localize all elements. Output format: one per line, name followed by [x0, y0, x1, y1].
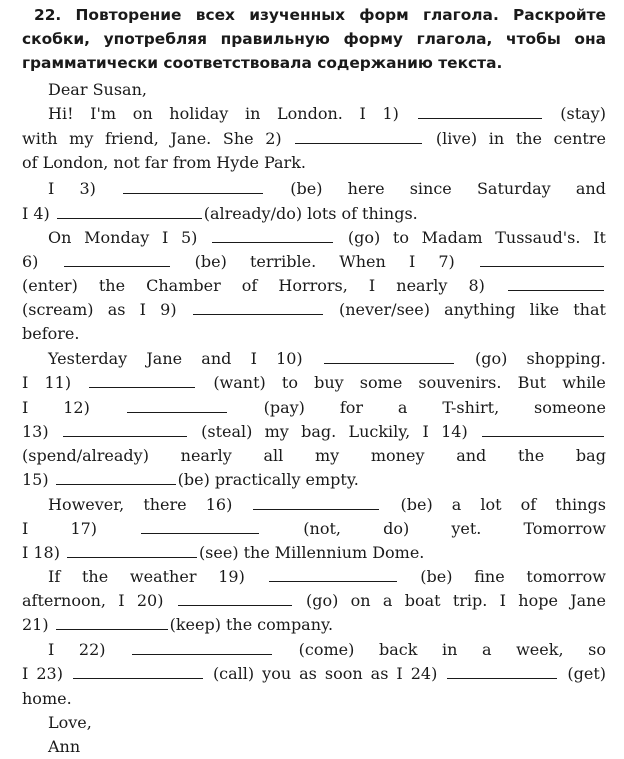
letter-line: [22, 468, 606, 492]
word: the: [515, 129, 543, 148]
answer-blank[interactable]: [482, 435, 604, 437]
word: empty.: [305, 470, 359, 489]
letter-line: [22, 420, 606, 444]
word: 2): [265, 129, 282, 148]
answer-blank[interactable]: [67, 556, 197, 558]
word: 20): [136, 591, 164, 610]
answer-blank[interactable]: [447, 677, 557, 679]
word: (want): [213, 373, 266, 392]
word: Jane.: [170, 129, 212, 148]
word: so: [588, 640, 606, 659]
word: (keep): [169, 615, 221, 634]
word: my: [264, 422, 289, 441]
word: lot: [480, 495, 502, 514]
word: and: [201, 349, 232, 368]
word: (not,: [303, 519, 341, 538]
word: the: [243, 543, 270, 562]
letter-line: [22, 687, 606, 711]
word: Chamber: [146, 276, 221, 295]
word: I: [22, 519, 29, 538]
word: all: [263, 446, 284, 465]
letter-line: [22, 371, 606, 395]
word: anything: [444, 300, 516, 319]
word: Yesterday: [48, 349, 128, 368]
word: Hi!: [48, 104, 74, 123]
word: I: [22, 543, 29, 562]
word: (live): [435, 129, 478, 148]
word: that: [573, 300, 606, 319]
word: I: [22, 398, 29, 417]
word: Tomorrow: [523, 519, 606, 538]
word: money: [370, 446, 425, 465]
answer-blank[interactable]: [324, 362, 454, 364]
word: 23): [36, 664, 63, 683]
word: company.: [257, 615, 334, 634]
answer-blank[interactable]: [212, 241, 333, 243]
letter-line: [22, 638, 606, 662]
word: terrible.: [249, 252, 317, 271]
letter-line: [22, 274, 606, 298]
word: 13): [22, 422, 49, 441]
word: (be): [420, 567, 453, 586]
word: my: [69, 129, 94, 148]
answer-blank[interactable]: [127, 411, 227, 413]
word: (spend/already): [22, 446, 149, 465]
word: (already/do): [203, 204, 303, 223]
word: (go): [306, 591, 339, 610]
word: Luckily,: [348, 422, 411, 441]
letter-line: [22, 347, 606, 371]
word: a: [382, 591, 393, 610]
word: as: [107, 300, 126, 319]
word: of: [520, 495, 537, 514]
word: On: [48, 228, 72, 247]
closing: [22, 711, 606, 735]
letter-line: [22, 202, 606, 226]
word: London.: [277, 104, 343, 123]
word: Love,: [48, 713, 92, 732]
word: (be): [290, 179, 323, 198]
word: shopping.: [526, 349, 606, 368]
word: and: [575, 179, 606, 198]
word: 18): [33, 543, 60, 562]
task-number: 22.: [34, 6, 62, 24]
word: a: [481, 640, 492, 659]
word: trip.: [452, 591, 488, 610]
word: week,: [516, 640, 564, 659]
word: 12): [63, 398, 90, 417]
answer-blank[interactable]: [193, 313, 323, 315]
word: of: [241, 276, 258, 295]
word: tomorrow: [526, 567, 606, 586]
word: (scream): [22, 300, 94, 319]
word: buy: [314, 373, 344, 392]
word: 22): [78, 640, 106, 659]
word: I: [250, 349, 257, 368]
answer-blank[interactable]: [73, 677, 203, 679]
answer-blank[interactable]: [63, 435, 187, 437]
answer-blank[interactable]: [178, 604, 292, 606]
word: Monday: [84, 228, 150, 247]
word: I: [161, 228, 169, 247]
word: soon: [324, 664, 363, 683]
word: I: [408, 252, 416, 271]
word: (steal): [201, 422, 253, 441]
word: (pay): [263, 398, 305, 417]
word: to: [392, 228, 409, 247]
word: Dome.: [372, 543, 425, 562]
word: fine: [474, 567, 505, 586]
letter-line: [22, 151, 606, 175]
word: in: [488, 129, 505, 148]
word: Madam: [421, 228, 483, 247]
word: lots: [307, 204, 337, 223]
word: I: [368, 276, 376, 295]
word: from: [172, 153, 212, 172]
word: bag: [575, 446, 606, 465]
word: Horrors,: [278, 276, 348, 295]
word: 1): [382, 104, 399, 123]
word: someone: [534, 398, 606, 417]
word: 19): [218, 567, 245, 586]
letter-line: [22, 177, 606, 201]
word: (be): [194, 252, 227, 271]
word: while: [562, 373, 606, 392]
word: (come): [298, 640, 355, 659]
word: I: [139, 300, 146, 319]
answer-blank[interactable]: [56, 483, 176, 485]
answer-blank[interactable]: [89, 386, 195, 388]
word: back: [378, 640, 418, 659]
answer-blank[interactable]: [253, 508, 379, 510]
word: the: [518, 446, 545, 465]
letter-line: [22, 493, 606, 517]
word: home.: [22, 689, 72, 708]
word: holiday: [169, 104, 229, 123]
letter-line: [22, 517, 606, 541]
letter-line: [22, 444, 606, 468]
word: in: [441, 640, 458, 659]
word: I'm: [90, 104, 117, 123]
word: in: [244, 104, 261, 123]
answer-blank[interactable]: [64, 265, 170, 267]
word: I: [48, 640, 55, 659]
letter-line: [22, 565, 606, 589]
answer-blank[interactable]: [123, 192, 263, 194]
task-instruction: Повторение всех изученных форм глагола. Раскройте скобки, употребляя правильную форму глагола, чтобы она грамматически соответствовала содержанию текста.: [22, 6, 606, 72]
word: 3): [79, 179, 96, 198]
word: like: [529, 300, 560, 319]
letter-line: [22, 541, 606, 565]
word: centre: [553, 129, 606, 148]
word: 10): [276, 349, 303, 368]
word: since: [409, 179, 452, 198]
answer-blank[interactable]: [57, 217, 202, 219]
word: the: [81, 567, 109, 586]
word: Hyde: [216, 153, 259, 172]
letter-line: [22, 298, 606, 322]
word: as: [299, 664, 317, 683]
word: 17): [70, 519, 98, 538]
word: with: [22, 129, 58, 148]
word: for: [339, 398, 364, 417]
word: I: [48, 179, 55, 198]
word: (call): [212, 664, 255, 683]
word: 7): [438, 252, 455, 271]
letter-line: [22, 396, 606, 420]
word: 16): [205, 495, 233, 514]
word: Tussaud's.: [495, 228, 581, 247]
letter-line: [22, 250, 606, 274]
word: 11): [44, 373, 72, 392]
word: 24): [410, 664, 438, 683]
word: nearly: [180, 446, 232, 465]
word: I: [499, 591, 506, 610]
letter-line: [22, 662, 606, 686]
word: Saturday: [476, 179, 551, 198]
word: hope: [518, 591, 558, 610]
word: 4): [33, 204, 50, 223]
word: I: [422, 422, 429, 441]
word: on: [350, 591, 371, 610]
word: my: [314, 446, 340, 465]
word: 15): [22, 470, 49, 489]
word: 6): [22, 252, 39, 271]
word: However,: [48, 495, 125, 514]
word: It: [593, 228, 606, 247]
word: on: [132, 104, 153, 123]
word: Park.: [263, 153, 306, 172]
answer-blank[interactable]: [56, 628, 168, 630]
word: I: [396, 664, 403, 683]
word: not: [113, 153, 140, 172]
letter-line: [22, 102, 606, 126]
word: (never/see): [339, 300, 430, 319]
word: (be): [177, 470, 210, 489]
word: bag.: [301, 422, 337, 441]
letter-line: [22, 613, 606, 637]
word: a: [397, 398, 408, 417]
word: of: [22, 153, 38, 172]
word: Jane: [146, 349, 183, 368]
task-header: [22, 3, 606, 75]
answer-blank[interactable]: [269, 580, 397, 582]
word: (be): [400, 495, 433, 514]
greeting: [22, 78, 606, 102]
word: to: [281, 373, 298, 392]
word: there: [143, 495, 187, 514]
word: 21): [22, 615, 49, 634]
word: I: [359, 104, 366, 123]
word: yet.: [451, 519, 482, 538]
word: nearly: [396, 276, 448, 295]
word: afternoon,: [22, 591, 106, 610]
word: you: [262, 664, 292, 683]
word: things.: [362, 204, 418, 223]
word: things: [555, 495, 606, 514]
word: Dear Susan,: [48, 80, 147, 99]
word: When: [339, 252, 386, 271]
letter-line: [22, 589, 606, 613]
word: boat: [404, 591, 441, 610]
word: the: [98, 276, 126, 295]
letter-line: [22, 226, 606, 250]
word: (see): [198, 543, 239, 562]
answer-blank[interactable]: [141, 532, 259, 534]
word: friend,: [105, 129, 159, 148]
answer-blank[interactable]: [480, 265, 604, 267]
word: do): [383, 519, 410, 538]
word: here: [347, 179, 385, 198]
word: (stay): [560, 104, 606, 123]
word: T-shirt,: [442, 398, 500, 417]
word: Ann: [48, 737, 81, 756]
word: the: [225, 615, 253, 634]
word: souvenirs.: [418, 373, 502, 392]
word: I: [118, 591, 125, 610]
letter-line: [22, 322, 606, 346]
word: (get): [567, 664, 606, 683]
word: (go): [475, 349, 508, 368]
word: She: [222, 129, 254, 148]
answer-blank[interactable]: [295, 142, 422, 144]
word: practically: [214, 470, 301, 489]
word: I: [22, 204, 29, 223]
word: I: [22, 664, 29, 683]
word: a: [451, 495, 462, 514]
word: Millennium: [274, 543, 368, 562]
signature: [22, 735, 606, 759]
word: far: [144, 153, 168, 172]
word: 14): [441, 422, 468, 441]
word: If: [48, 567, 61, 586]
word: as: [370, 664, 389, 683]
word: weather: [129, 567, 197, 586]
word: of: [341, 204, 358, 223]
word: But: [517, 373, 547, 392]
answer-blank[interactable]: [418, 117, 542, 119]
word: (enter): [22, 276, 78, 295]
word: before.: [22, 324, 80, 343]
word: 8): [468, 276, 485, 295]
word: and: [456, 446, 487, 465]
word: I: [22, 373, 29, 392]
answer-blank[interactable]: [132, 653, 272, 655]
word: (go): [347, 228, 381, 247]
word: 9): [160, 300, 177, 319]
word: some: [359, 373, 403, 392]
word: Jane: [570, 591, 606, 610]
letter-line: [22, 127, 606, 151]
word: London,: [42, 153, 109, 172]
answer-blank[interactable]: [508, 289, 604, 291]
word: 5): [181, 228, 198, 247]
